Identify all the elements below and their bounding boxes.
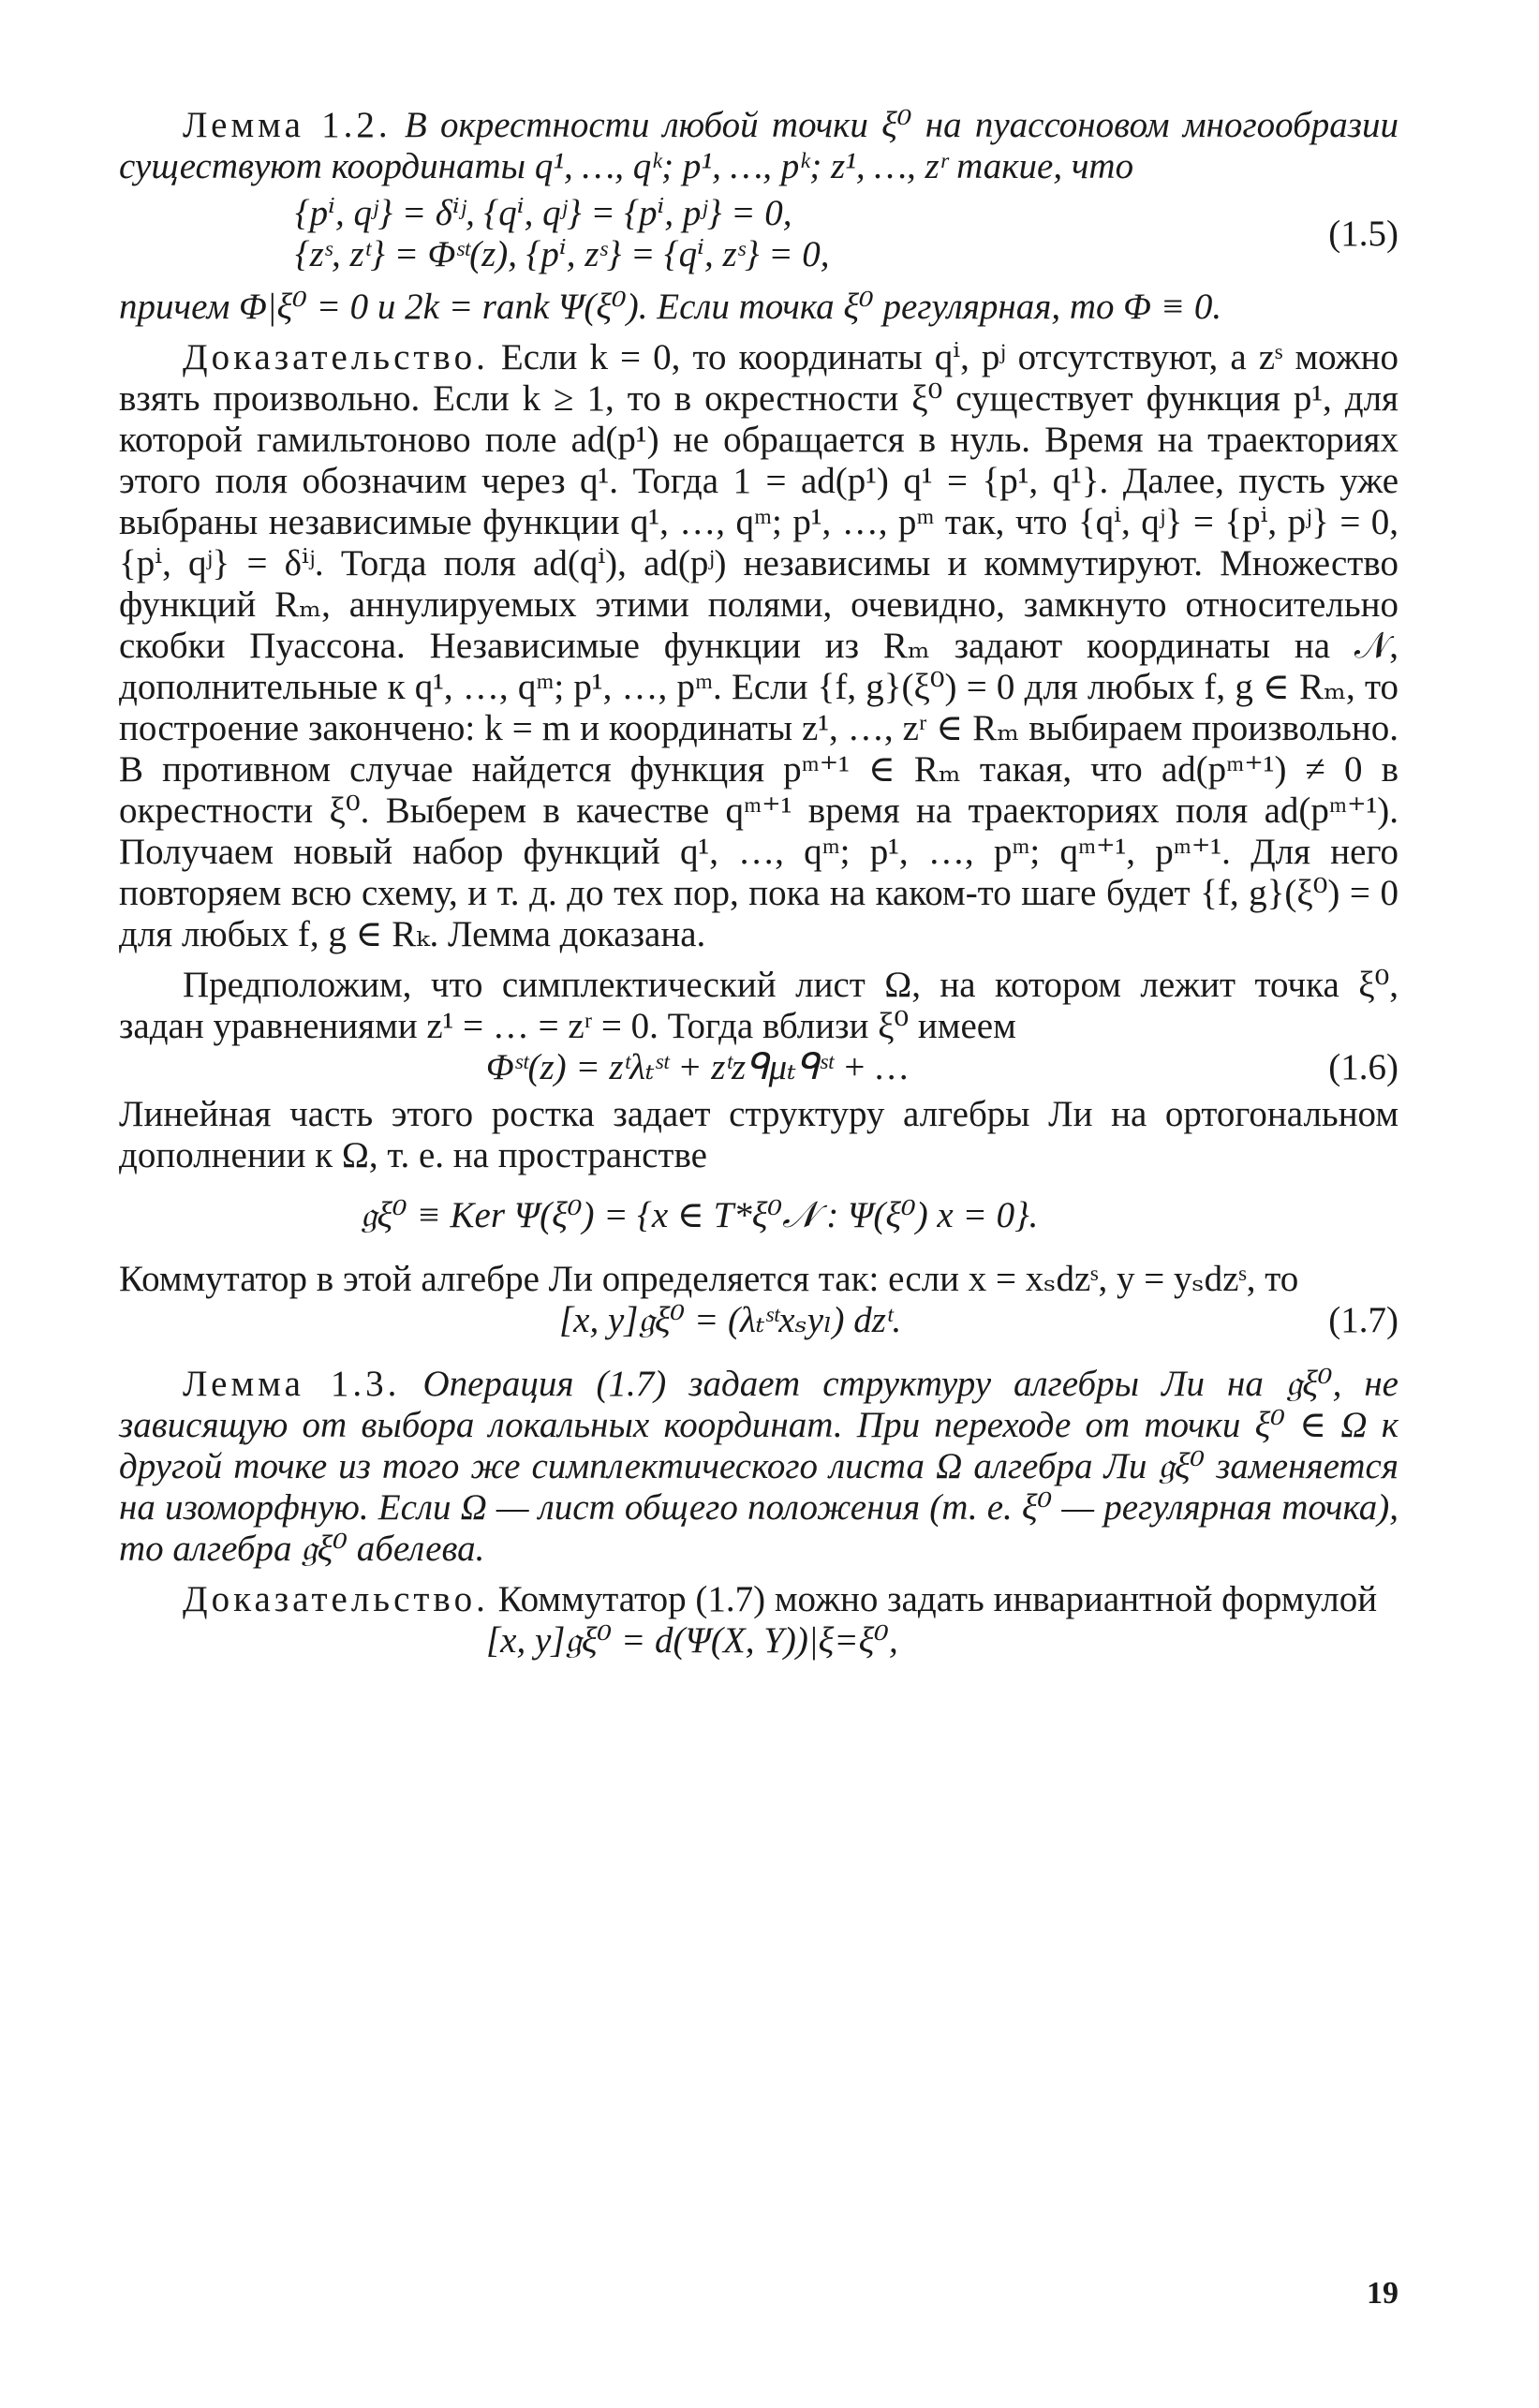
equation-1-6 xyxy=(119,1047,1398,1090)
equation-1-6-formula: Φˢᵗ(z) = zᵗλₜˢᵗ + zᵗzᑫμₜᑫˢᵗ + … xyxy=(486,1047,909,1087)
paragraph-linear-part: Линейная часть этого ростка задает структуру алгебры Ли на ортогональном дополнении к Ω, т. е. на пространстве xyxy=(119,1094,1398,1175)
lemma-1-3-statement: Операция (1.7) задает структуру алгебры Ли на 𝔤ξ⁰, не зависящую от выбора локальных координат. При переходе от точки ξ⁰ ∈ Ω к другой точке из того же симплектического листа Ω алгебра Ли 𝔤ξ⁰ заменяется на изоморфную. Если Ω — лист общего положения (т. е. ξ⁰ — регулярная точка), то алгебра 𝔤ξ⁰ абелева. xyxy=(119,1364,1398,1569)
proof-label-2: Доказательство. xyxy=(183,1579,489,1619)
lemma-1-2-conclusion: причем Φ|ξ⁰ = 0 и 2k = rank Ψ(ξ⁰). Если точка ξ⁰ регулярная, то Φ ≡ 0. xyxy=(119,287,1222,327)
lemma-1-2-label: Лемма 1.2. xyxy=(183,105,392,145)
paragraph-symplectic-leaf: Предположим, что симплектический лист Ω, на котором лежит точка ξ⁰, задан уравнениями z¹ = … = zʳ = 0. Тогда вблизи ξ⁰ имеем xyxy=(119,965,1398,1046)
equation-lie-algebra xyxy=(119,1189,1398,1246)
equation-1-5-line2: {zˢ, zᵗ} = Φˢᵗ(z), {pⁱ, zˢ} = {qⁱ, zˢ} = 0, xyxy=(295,234,830,274)
equation-1-7 xyxy=(119,1300,1398,1349)
equation-invariant-formula xyxy=(119,1620,1398,1667)
equation-1-5 xyxy=(119,193,1398,279)
equation-lie-algebra-formula: 𝔤ξ⁰ ≡ Ker Ψ(ξ⁰) = {x ∈ T*ξ⁰𝒩 : Ψ(ξ⁰) x = 0}. xyxy=(361,1195,1039,1235)
lemma-1-2-statement: В окрестности любой точки ξ⁰ на пуассоновом многообразии существуют координаты q¹, …, qᵏ; p¹, …, pᵏ; z¹, …, zʳ такие, что xyxy=(119,105,1398,186)
equation-1-7-formula: [x, y]𝔤ξ⁰ = (λₜˢᵗxₛyₗ) dzᵗ. xyxy=(559,1300,902,1340)
proof-body-2: Коммутатор (1.7) можно задать инвариантной формулой xyxy=(488,1579,1378,1619)
lemma-1-3-label: Лемма 1.3. xyxy=(183,1364,401,1404)
proof-body: Если k = 0, то координаты qⁱ, pʲ отсутствуют, а zˢ можно взять произвольно. Если k ≥ 1, то в окрестности ξ⁰ существует функция p¹, для которой гамильтоново поле ad(p¹) не обращается в нуль. Время на траекториях этого поля обозначим через q¹. Тогда 1 = ad(p¹) q¹ = {p¹, q¹}. Далее, пусть уже выбраны независимые функции q¹, …, qᵐ; p¹, …, pᵐ так, что {qⁱ, qʲ} = {pⁱ, pʲ} = 0, {pⁱ, qʲ} = δⁱʲ. Тогда поля ad(qⁱ), ad(pʲ) независимы и коммутируют. Множество функций Rₘ, аннулируемых этими полями, очевидно, замкнуто относительно скобки Пуассона. Независимые функции из Rₘ задают координаты на 𝒩, дополнительные к q¹, …, qᵐ; p¹, …, pᵐ. Если {f, g}(ξ⁰) = 0 для любых f, g ∈ Rₘ, то построение закончено: k = m и координаты z¹, …, zʳ ∈ Rₘ выбираем произвольно. В противном случае найдется функция pᵐ⁺¹ ∈ Rₘ такая, что ad(pᵐ⁺¹) ≠ 0 в окрестности ξ⁰. Выберем в качестве qᵐ⁺¹ время на траекториях поля ad(pᵐ⁺¹). Получаем новый набор функций q¹, …, qᵐ; p¹, …, pᵐ; qᵐ⁺¹, pᵐ⁺¹. Для него повторяем всю схему, и т. д. до тех пор, пока на каком-то шаге будет {f, g}(ξ⁰) = 0 для любых f, g ∈ Rₖ. Лемма доказана. xyxy=(119,337,1398,954)
proof-lemma-1-3 xyxy=(119,1579,1398,1620)
equation-number-1-6: (1.6) xyxy=(1328,1047,1398,1087)
equation-invariant-formula-text: [x, y]𝔤ξ⁰ = d(Ψ(X, Y))|ξ=ξ⁰, xyxy=(486,1620,898,1661)
lemma-1-3 xyxy=(119,1364,1398,1570)
text-column xyxy=(119,105,1398,1667)
paragraph-commutator: Коммутатор в этой алгебре Ли определяется так: если x = xₛdzˢ, y = yₛdzˢ, то xyxy=(119,1259,1299,1299)
equation-number-1-5: (1.5) xyxy=(1328,214,1398,254)
equation-number-1-7: (1.7) xyxy=(1328,1300,1398,1340)
lemma-1-2 xyxy=(119,105,1398,187)
equation-1-5-line1: {pⁱ, qʲ} = δⁱʲ, {qⁱ, qʲ} = {pⁱ, pʲ} = 0, xyxy=(295,193,792,233)
proof-lemma-1-2 xyxy=(119,337,1398,955)
proof-label: Доказательство. xyxy=(183,337,489,377)
page-number: 19 xyxy=(1367,2276,1398,2311)
